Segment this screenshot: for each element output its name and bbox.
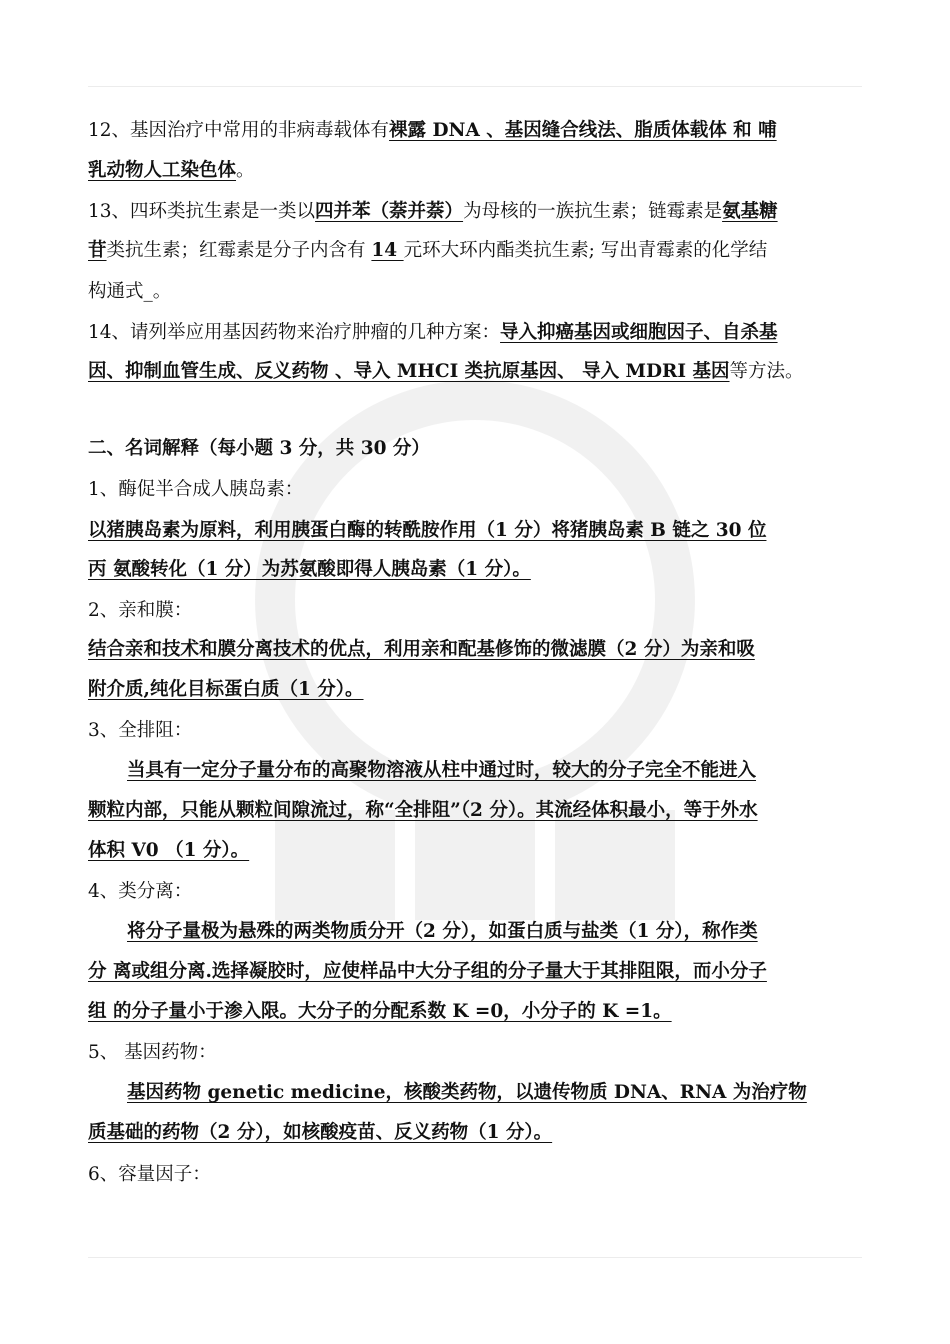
q12-line-1 xyxy=(88,118,868,144)
q13-text: 13、四环类抗生素是一类以 xyxy=(88,201,316,222)
term-5-def-line-1: 基因药物 genetic medicine，核酸类药物，以遗传物质 DNA、RNA 为治疗物 xyxy=(127,1082,807,1103)
q13-line-2 xyxy=(88,238,868,264)
q14-line-2 xyxy=(88,359,868,385)
header-rule xyxy=(88,86,862,87)
q12-answer: 裸露 DNA 、基因缝合线法、脂质体载体 和 哺 xyxy=(389,120,777,141)
q13-text-4: 元环大环内酯类抗生素; 写出青霉素的化学结 xyxy=(403,240,768,261)
q14-end: 等方法。 xyxy=(729,361,804,382)
term-2-heading: 2、亲和膜： xyxy=(88,600,193,621)
q14-text: 14、请列举应用基因药物来治疗肿瘤的几种方案： xyxy=(88,322,501,343)
term-3-def-line-1: 当具有一定分子量分布的高聚物溶液从柱中通过时，较大的分子完全不能进入 xyxy=(127,760,757,781)
q13-answer-2: 氨基糖 xyxy=(722,201,778,222)
term-3-def-line-2: 颗粒内部，只能从颗粒间隙流过，称“全排阻”（2 分）。其流经体积最小，等于外水 xyxy=(88,800,758,821)
term-1-def-line-2: 丙 氨酸转化（1 分）为苏氨酸即得人胰岛素（1 分）。 xyxy=(88,559,531,580)
term-2-def-line-2: 附介质,纯化目标蛋白质（1 分）。 xyxy=(88,679,364,700)
q14-answer: 导入抑癌基因或细胞因子、自杀基 xyxy=(500,322,778,343)
q13-line-3: 构通式_。 xyxy=(88,281,172,302)
term-6-heading: 6、容量因子： xyxy=(88,1164,211,1185)
term-2-def-line-1: 结合亲和技术和膜分离技术的优点，利用亲和配基修饰的微滤膜（2 分）为亲和吸 xyxy=(88,639,755,660)
q13-text-3: 类抗生素；红霉素是分子内含有 xyxy=(106,240,372,261)
q13-line-1 xyxy=(88,199,868,225)
q13-answer-3: 14 xyxy=(371,240,404,261)
q13-answer-1: 四并苯（萘并萘） xyxy=(315,201,464,222)
q12-answer-cont: 乳动物人工染色体 xyxy=(88,160,237,181)
q12-text: 12、基因治疗中常用的非病毒载体有 xyxy=(88,120,390,141)
term-4-def-line-3: 组 的分子量小于渗入限。大分子的分配系数 K =0，小分子的 K =1。 xyxy=(88,1001,672,1022)
section-2-title: 二、名词解释（每小题 3 分，共 30 分） xyxy=(88,438,430,459)
q13-text-2: 为母核的一族抗生素；链霉素是 xyxy=(463,201,723,222)
term-5-def-line-2: 质基础的药物（2 分），如核酸疫苗、反义药物（1 分）。 xyxy=(88,1122,553,1143)
q12-end: 。 xyxy=(236,160,255,181)
footer-rule xyxy=(88,1257,862,1258)
term-3-def-line-3: 体积 V0 （1 分）。 xyxy=(88,840,250,861)
q12-line-2 xyxy=(88,158,868,184)
term-4-heading: 4、类分离： xyxy=(88,881,193,902)
term-5-heading: 5、 基因药物： xyxy=(88,1042,217,1063)
term-4-def-line-1: 将分子量极为悬殊的两类物质分开（2 分），如蛋白质与盐类（1 分），称作类 xyxy=(127,921,758,942)
q13-answer-2-cont: 苷 xyxy=(88,240,107,261)
term-3-heading: 3、全排阻： xyxy=(88,720,193,741)
q14-line-1 xyxy=(88,320,868,346)
q14-answer-cont: 因、抑制血管生成、反义药物 、导入 MHCI 类抗原基因、 导入 MDRI 基因 xyxy=(88,361,730,382)
term-4-def-line-2: 分 离或组分离.选择凝胶时，应使样品中大分子组的分子量大于其排阻限，而小分子 xyxy=(88,961,767,982)
term-1-def-line-1: 以猪胰岛素为原料，利用胰蛋白酶的转酰胺作用（1 分）将猪胰岛素 B 链之 30 位 xyxy=(88,520,767,541)
term-1-heading: 1、酶促半合成人胰岛素： xyxy=(88,479,304,500)
